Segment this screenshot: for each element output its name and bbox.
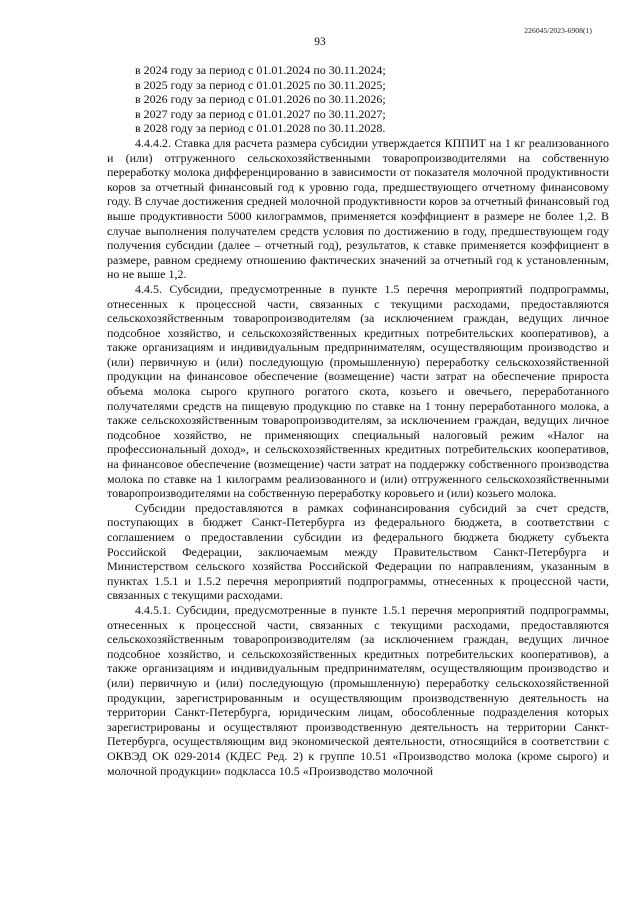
paragraph-4-4-4-2: 4.4.4.2. Ставка для расчета размера субсидии утверждается КППИТ на 1 кг реализованного и (или) отгруженного сельскохозяйственными товаропроизводителями на собственную переработку молока дифференцированно в зависимости от показателя молочной продуктивности коров за отчетный финансовый год к уровню года, предшествующего отчетному финансовому году. В случае достижения средней молочной продуктивности коров за отчетный финансовый год выше продуктивности 5000 килограммов, применяется коэффициент в размере не более 1,2. В случае выполнения получателем средств условия по достижению в году, предшествующем году получения субсидии (далее – отчетный год), результатов, к ставке применяется коэффициент в размере, равном среднему отношению фактических значений за отчетный год к установленным, но не выше 1,2.: [107, 135, 609, 282]
document-body: [107, 63, 609, 778]
period-line-2027: в 2027 году за период с 01.01.2027 по 30.11.2027;: [135, 106, 386, 121]
period-line-2026: в 2026 году за период с 01.01.2026 по 30.11.2026;: [135, 92, 386, 107]
paragraph-4-4-5: 4.4.5. Субсидии, предусмотренные в пункте 1.5 перечня мероприятий подпрограммы, отнесенных к процессной части, связанных с текущими расходами, предоставляются сельскохозяйственным товаропроизводителям (за исключением граждан, ведущих личное подсобное хозяйство, и сельскохозяйственных кредитных потребительских кооперативов), а также организациям и индивидуальным предпринимателям, осуществляющим производство и (или) первичную и (или) последующую (промышленную) переработку сельскохозяйственной продукции на финансовое обеспечение (возмещение) части затрат на обеспечение прироста объема молока сырого крупного рогатого скота, козьего и овечьего, переработанного получателями средств на пищевую продукцию по ставке на 1 тонну переработанного молока, а также сельскохозяйственным товаропроизводителям, за исключением граждан, ведущих личное подсобное хозяйство, не применяющих специальный налоговый режим «Налог на профессиональный доход», и сельскохозяйственных кредитных потребительских кооперативов, на финансовое обеспечение (возмещение) части затрат на поддержку собственного производства молока по ставке на 1 килограмм реализованного и (или) отгруженного сельскохозяйственными товаропроизводителями на собственную переработку коровьего и (или) козьего молока.: [107, 281, 609, 501]
paragraph-4-4-5-1: 4.4.5.1. Субсидии, предусмотренные в пункте 1.5.1 перечня мероприятий подпрограммы, отнесенных к процессной части, связанных с текущими расходами, предоставляются сельскохозяйственным товаропроизводителям (за исключением граждан, ведущих личное подсобное хозяйство, и сельскохозяйственных кредитных потребительских кооперативов), а также организациям и индивидуальным предпринимателям, осуществляющим производство и (или) первичную и (или) последующую (промышленную) переработку сельскохозяйственной продукции, зарегистрированным и осуществляющим производственную деятельность на территории Санкт-Петербурга, юридическим лицам, обособленные подразделения которых зарегистрированы и осуществляют производственную деятельность на территории Санкт-Петербурга, осуществляющим вид экономической деятельности, относящийся в соответствии с ОКВЭД ОК 029-2014 (КДЕС Ред. 2) к группе 10.51 «Производство молока (кроме сырого) и молочной продукции» подкласса 10.5 «Производство молочной: [107, 602, 609, 778]
paragraph-cofinancing: Субсидии предоставляются в рамках софинансирования субсидий за счет средств, поступающих в бюджет Санкт-Петербурга из федерального бюджета, в соответствии с соглашением о предоставлении субсидии из федерального бюджета бюджету субъекта Российской Федерации, заключаемым между Правительством Санкт-Петербурга и Министерством сельского хозяйства Российской Федерации по направлениям, указанным в пунктах 1.5.1 и 1.5.2 перечня мероприятий подпрограммы, отнесенных к процессной части, связанных с текущими расходами.: [107, 500, 609, 603]
period-line-2028: в 2028 году за период с 01.01.2028 по 30.11.2028.: [135, 121, 386, 136]
period-line-2024: в 2024 году за период с 01.01.2024 по 30.11.2024;: [135, 63, 386, 77]
document-id: 226045/2023-6908(1): [524, 26, 592, 35]
period-line-2025: в 2025 году за период с 01.01.2025 по 30.11.2025;: [135, 77, 386, 92]
page-number: 93: [314, 36, 326, 48]
